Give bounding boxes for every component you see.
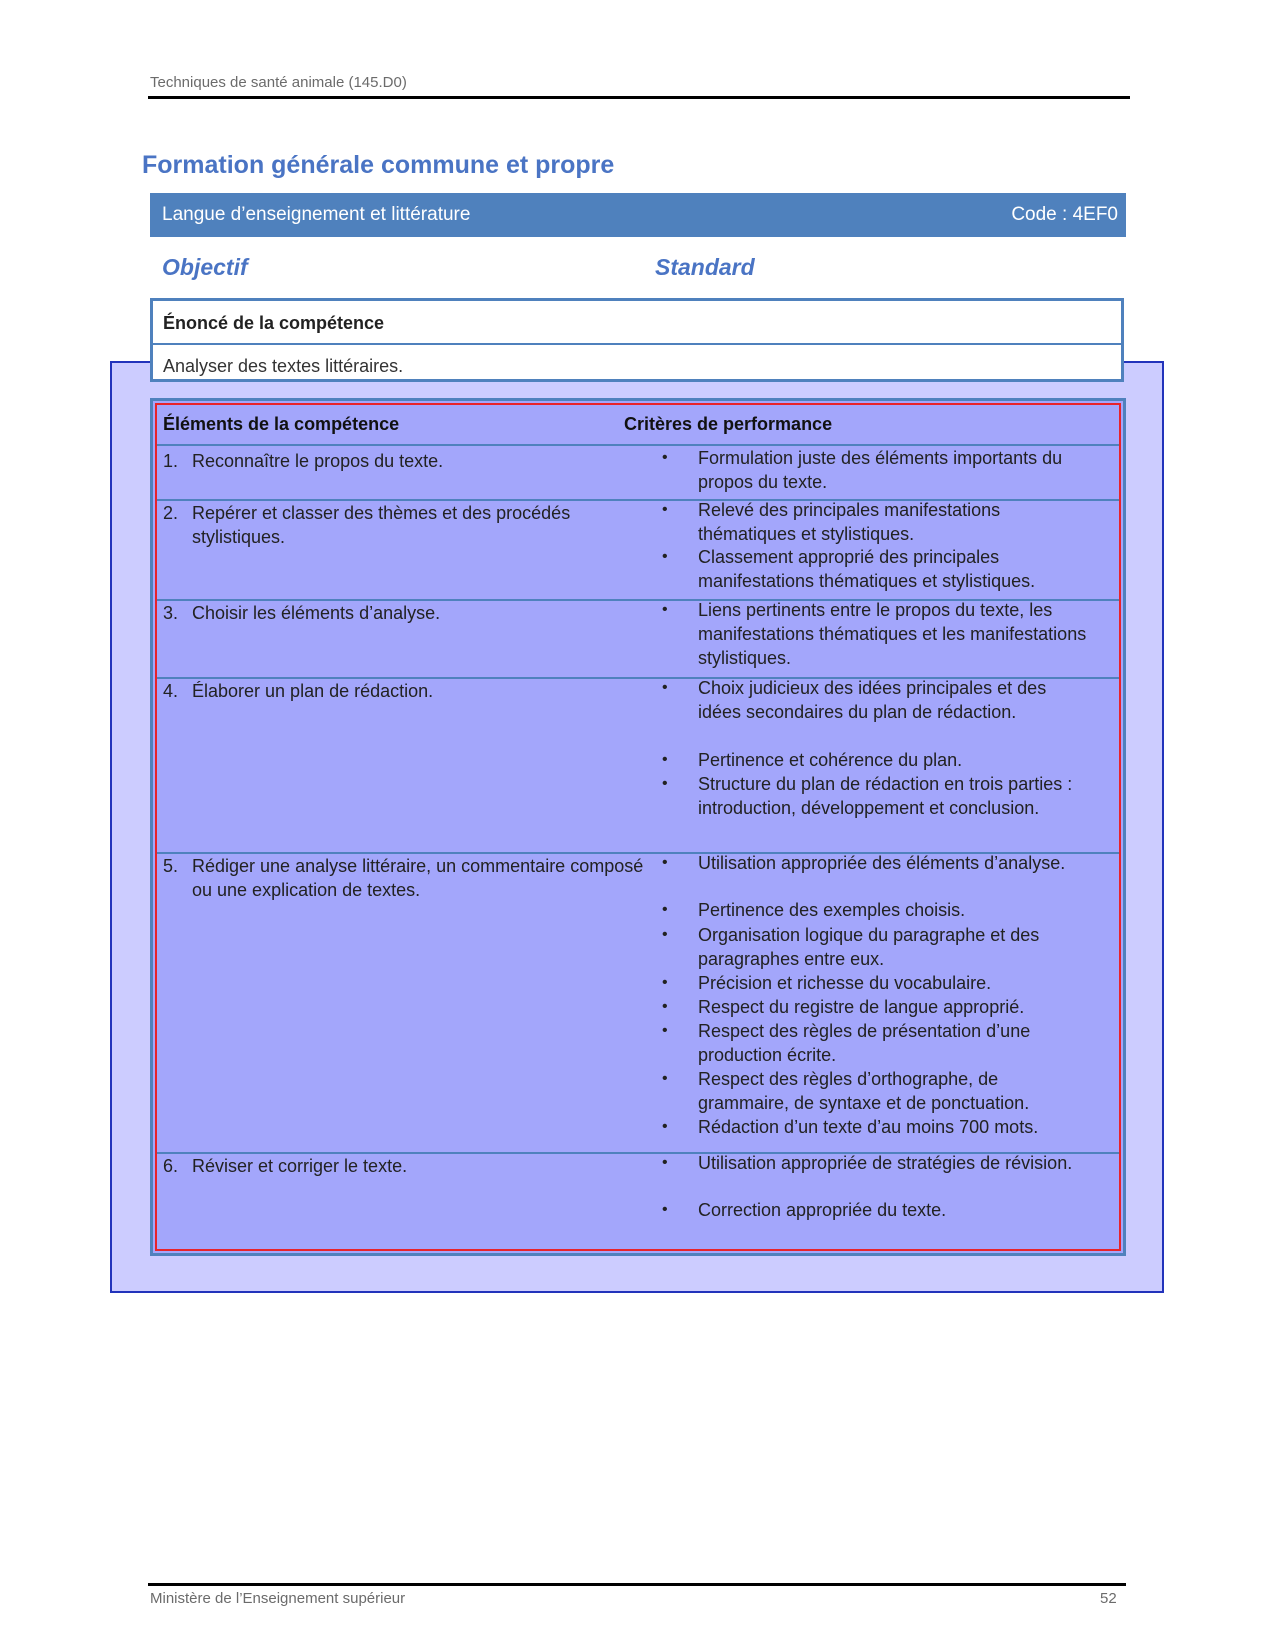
element-number: 1. [163, 451, 179, 471]
enonce-box [150, 298, 1124, 382]
element-text: Réviser et corriger le texte. [192, 1156, 408, 1176]
course-bar [150, 193, 1126, 237]
col-header-elements: Éléments de la compétence [163, 414, 400, 434]
bullet-icon: • [662, 449, 668, 466]
criterion-text: Structure du plan de rédaction en trois parties : introduction, développement et conclusion. [698, 774, 1073, 818]
bullet-icon: • [662, 751, 668, 768]
footer-page-number: 52 [1100, 1590, 1117, 1607]
criterion-text: Classement approprié des principales manifestations thématiques et stylistiques. [698, 547, 1036, 591]
bullet-icon: • [662, 775, 668, 792]
criterion-text: Respect du registre de langue approprié. [698, 997, 1025, 1017]
element-number: 4. [163, 681, 179, 701]
criterion-text: Correction appropriée du texte. [698, 1200, 947, 1220]
criterion-text: Rédaction d’un texte d’au moins 700 mots. [698, 1117, 1039, 1137]
element-text: Reconnaître le propos du texte. [192, 451, 444, 471]
criterion-text: Formulation juste des éléments importants du propos du texte. [698, 448, 1063, 492]
bullet-icon: • [662, 998, 668, 1015]
element-text: Rédiger une analyse littéraire, un commentaire composé ou une explication de textes. [192, 856, 644, 900]
objective-heading: Objectif [162, 254, 248, 280]
criterion-text: Respect des règles de présentation d’une production écrite. [698, 1021, 1031, 1065]
enonce-text: Analyser des textes littéraires. [163, 356, 404, 376]
criterion-text: Liens pertinents entre le propos du texte, les manifestations thématiques et les manifestations stylistiques. [698, 600, 1087, 668]
header-rule [148, 96, 1130, 99]
enonce-heading: Énoncé de la compétence [163, 313, 385, 333]
bullet-icon: • [662, 974, 668, 991]
course-code: Code : 4EF0 [1011, 204, 1118, 225]
criterion-text: Respect des règles d’orthographe, de grammaire, de syntaxe et de ponctuation. [698, 1069, 1030, 1113]
bullet-icon: • [662, 854, 668, 871]
criterion-text: Précision et richesse du vocabulaire. [698, 973, 992, 993]
criterion-text: Pertinence et cohérence du plan. [698, 750, 963, 770]
competence-table [150, 398, 1126, 1256]
element-text: Élaborer un plan de rédaction. [192, 681, 434, 701]
bullet-icon: • [662, 1118, 668, 1135]
section-title: Formation générale commune et propre [142, 151, 615, 179]
bullet-icon: • [662, 1070, 668, 1087]
col-header-criteria: Critères de performance [624, 414, 833, 434]
element-number: 2. [163, 503, 179, 523]
criterion-text: Utilisation appropriée de stratégies de révision. [698, 1153, 1073, 1173]
element-text: Choisir les éléments d’analyse. [192, 603, 441, 623]
criterion-text: Relevé des principales manifestations thématiques et stylistiques. [698, 500, 1001, 544]
element-number: 6. [163, 1156, 179, 1176]
footer-rule [148, 1583, 1126, 1586]
bullet-icon: • [662, 679, 668, 696]
bullet-icon: • [662, 926, 668, 943]
footer-ministry: Ministère de l’Enseignement supérieur [150, 1590, 406, 1607]
bullet-icon: • [662, 601, 668, 618]
element-number: 5. [163, 856, 179, 876]
criterion-text: Utilisation appropriée des éléments d’analyse. [698, 853, 1066, 873]
running-header: Techniques de santé animale (145.D0) [150, 74, 407, 91]
criterion-text: Organisation logique du paragraphe et des paragraphes entre eux. [698, 925, 1040, 969]
standard-heading: Standard [655, 254, 755, 280]
bullet-icon: • [662, 501, 668, 518]
criterion-text: Pertinence des exemples choisis. [698, 900, 966, 920]
criterion-text: Choix judicieux des idées principales et des idées secondaires du plan de rédaction. [698, 678, 1047, 722]
bullet-icon: • [662, 1022, 668, 1039]
element-text: Repérer et classer des thèmes et des procédés stylistiques. [192, 503, 571, 547]
bullet-icon: • [662, 1201, 668, 1218]
course-label: Langue d’enseignement et littérature [162, 204, 471, 225]
bullet-icon: • [662, 548, 668, 565]
table-body [155, 403, 1121, 1251]
bullet-icon: • [662, 901, 668, 918]
bullet-icon: • [662, 1154, 668, 1171]
element-number: 3. [163, 603, 179, 623]
